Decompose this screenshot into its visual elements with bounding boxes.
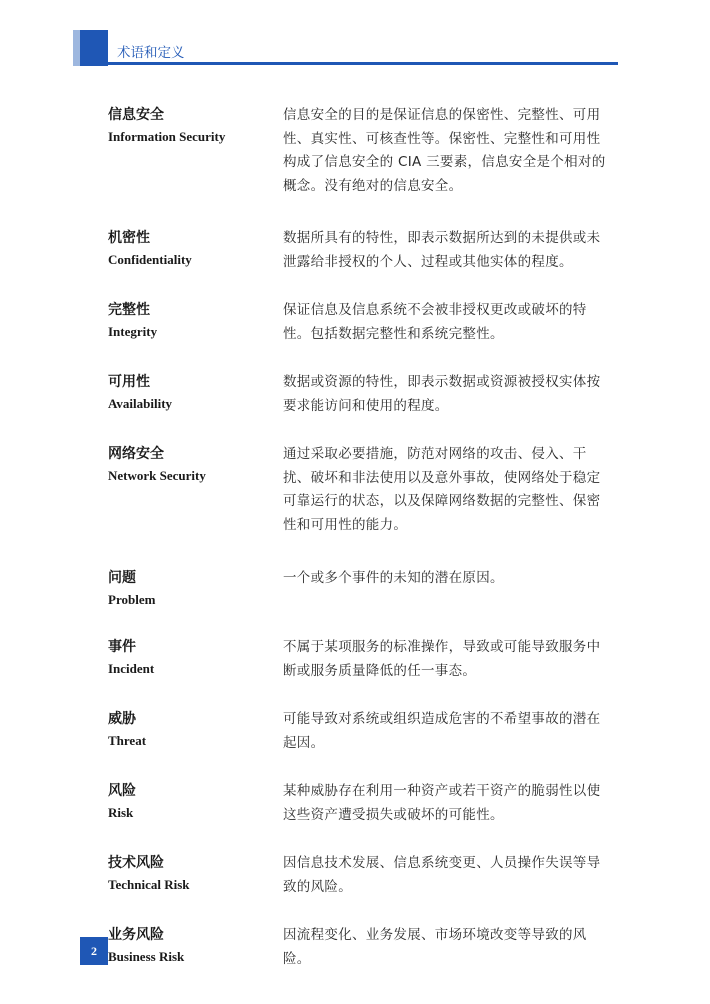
definition-line: 要求能访问和使用的程度。	[283, 397, 449, 414]
term-english: Business Risk	[108, 949, 185, 964]
glossary-entry	[108, 636, 613, 683]
definition	[283, 708, 613, 755]
term-english: Technical Risk	[108, 877, 190, 892]
term-english: Threat	[108, 733, 147, 748]
header-accent-block	[80, 30, 108, 66]
term-chinese: 信息安全	[108, 107, 164, 123]
definition-line: 泄露给非授权的个人、过程或其他实体的程度。	[283, 253, 573, 270]
header-rule	[108, 62, 618, 65]
definition-line: 可靠运行的状态，以及保障网络数据的完整性、保密	[283, 493, 601, 509]
definition	[283, 924, 613, 971]
definition	[283, 227, 613, 274]
term	[108, 924, 283, 971]
term	[108, 708, 283, 755]
definition-line: 性。包括数据完整性和系统完整性。	[283, 325, 504, 342]
term-chinese: 可用性	[108, 374, 150, 390]
definition-line: 概念。没有绝对的信息安全。	[283, 177, 463, 194]
definition-line: 数据或资源的特性，即表示数据或资源被授权实体按	[283, 374, 601, 390]
term-english: Network Security	[108, 468, 206, 483]
glossary-entry	[108, 299, 613, 346]
term-english: Confidentiality	[108, 252, 192, 267]
term	[108, 636, 283, 683]
definition-line: 不属于某项服务的标准操作，导致或可能导致服务中	[283, 639, 601, 655]
term-chinese: 威胁	[108, 711, 136, 727]
term	[108, 104, 283, 198]
definition-line: 某种威胁存在利用一种资产或若干资产的脆弱性以使	[283, 783, 601, 799]
term-chinese: 问题	[108, 570, 136, 586]
glossary-entry	[108, 852, 613, 899]
definition-line: 通过采取必要措施，防范对网络的攻击、侵入、干	[283, 446, 587, 462]
term	[108, 299, 283, 346]
glossary-entry	[108, 227, 613, 274]
term	[108, 852, 283, 899]
term-chinese: 机密性	[108, 230, 150, 246]
term-chinese: 事件	[108, 639, 136, 655]
term-english: Problem	[108, 592, 156, 607]
definition	[283, 104, 613, 198]
term	[108, 227, 283, 274]
definition-line: 性和可用性的能力。	[283, 516, 408, 533]
definition-line: 险。	[283, 950, 311, 967]
term-chinese: 网络安全	[108, 446, 164, 462]
definition-line: 这些资产遭受损失或破坏的可能性。	[283, 806, 504, 823]
definition-line: 扰、破坏和非法使用以及意外事故，使网络处于稳定	[283, 469, 601, 486]
term-english: Incident	[108, 661, 155, 676]
glossary-entry	[108, 780, 613, 827]
definition	[283, 636, 613, 683]
term	[108, 371, 283, 418]
definition-line: 断或服务质量降低的任一事态。	[283, 662, 477, 679]
glossary-entry	[108, 104, 613, 198]
definition-line: 一个或多个事件的未知的潜在原因。	[283, 570, 504, 586]
term-chinese: 技术风险	[108, 855, 164, 871]
definition-line: 致的风险。	[283, 878, 352, 895]
definition-line: 信息安全的目的是保证信息的保密性、完整性、可用	[283, 107, 601, 123]
term-chinese: 业务风险	[108, 927, 164, 943]
definition-line: 因流程变化、业务发展、市场环境改变等导致的风	[283, 927, 587, 943]
term-chinese: 完整性	[108, 302, 150, 318]
glossary-list	[108, 104, 613, 971]
definition-line: 构成了信息安全的 CIA 三要素，信息安全是个相对的	[283, 154, 606, 170]
definition-line: 可能导致对系统或组织造成危害的不希望事故的潜在	[283, 711, 601, 727]
glossary-entry	[108, 708, 613, 755]
term-english: Integrity	[108, 324, 158, 339]
glossary-entry	[108, 443, 613, 537]
definition-line: 性、真实性、可核查性等。保密性、完整性和可用性	[283, 130, 601, 147]
definition	[283, 567, 613, 611]
term-chinese: 风险	[108, 783, 136, 799]
definition	[283, 852, 613, 899]
term-english: Availability	[108, 396, 173, 411]
definition-line: 保证信息及信息系统不会被非授权更改或破坏的特	[283, 302, 587, 318]
definition	[283, 780, 613, 827]
term	[108, 443, 283, 537]
page-section-title: 术语和定义	[117, 45, 185, 61]
page-number: 2	[80, 937, 108, 965]
definition	[283, 371, 613, 418]
glossary-entry	[108, 924, 613, 971]
term-english: Risk	[108, 805, 134, 820]
term	[108, 780, 283, 827]
definition-line: 起因。	[283, 734, 325, 751]
definition-line: 数据所具有的特性，即表示数据所达到的未提供或未	[283, 230, 601, 246]
term	[108, 567, 283, 611]
definition-line: 因信息技术发展、信息系统变更、人员操作失误等导	[283, 855, 601, 871]
definition	[283, 299, 613, 346]
glossary-entry	[108, 371, 613, 418]
term-english: Information Security	[108, 129, 226, 144]
definition	[283, 443, 613, 537]
glossary-entry	[108, 567, 613, 611]
